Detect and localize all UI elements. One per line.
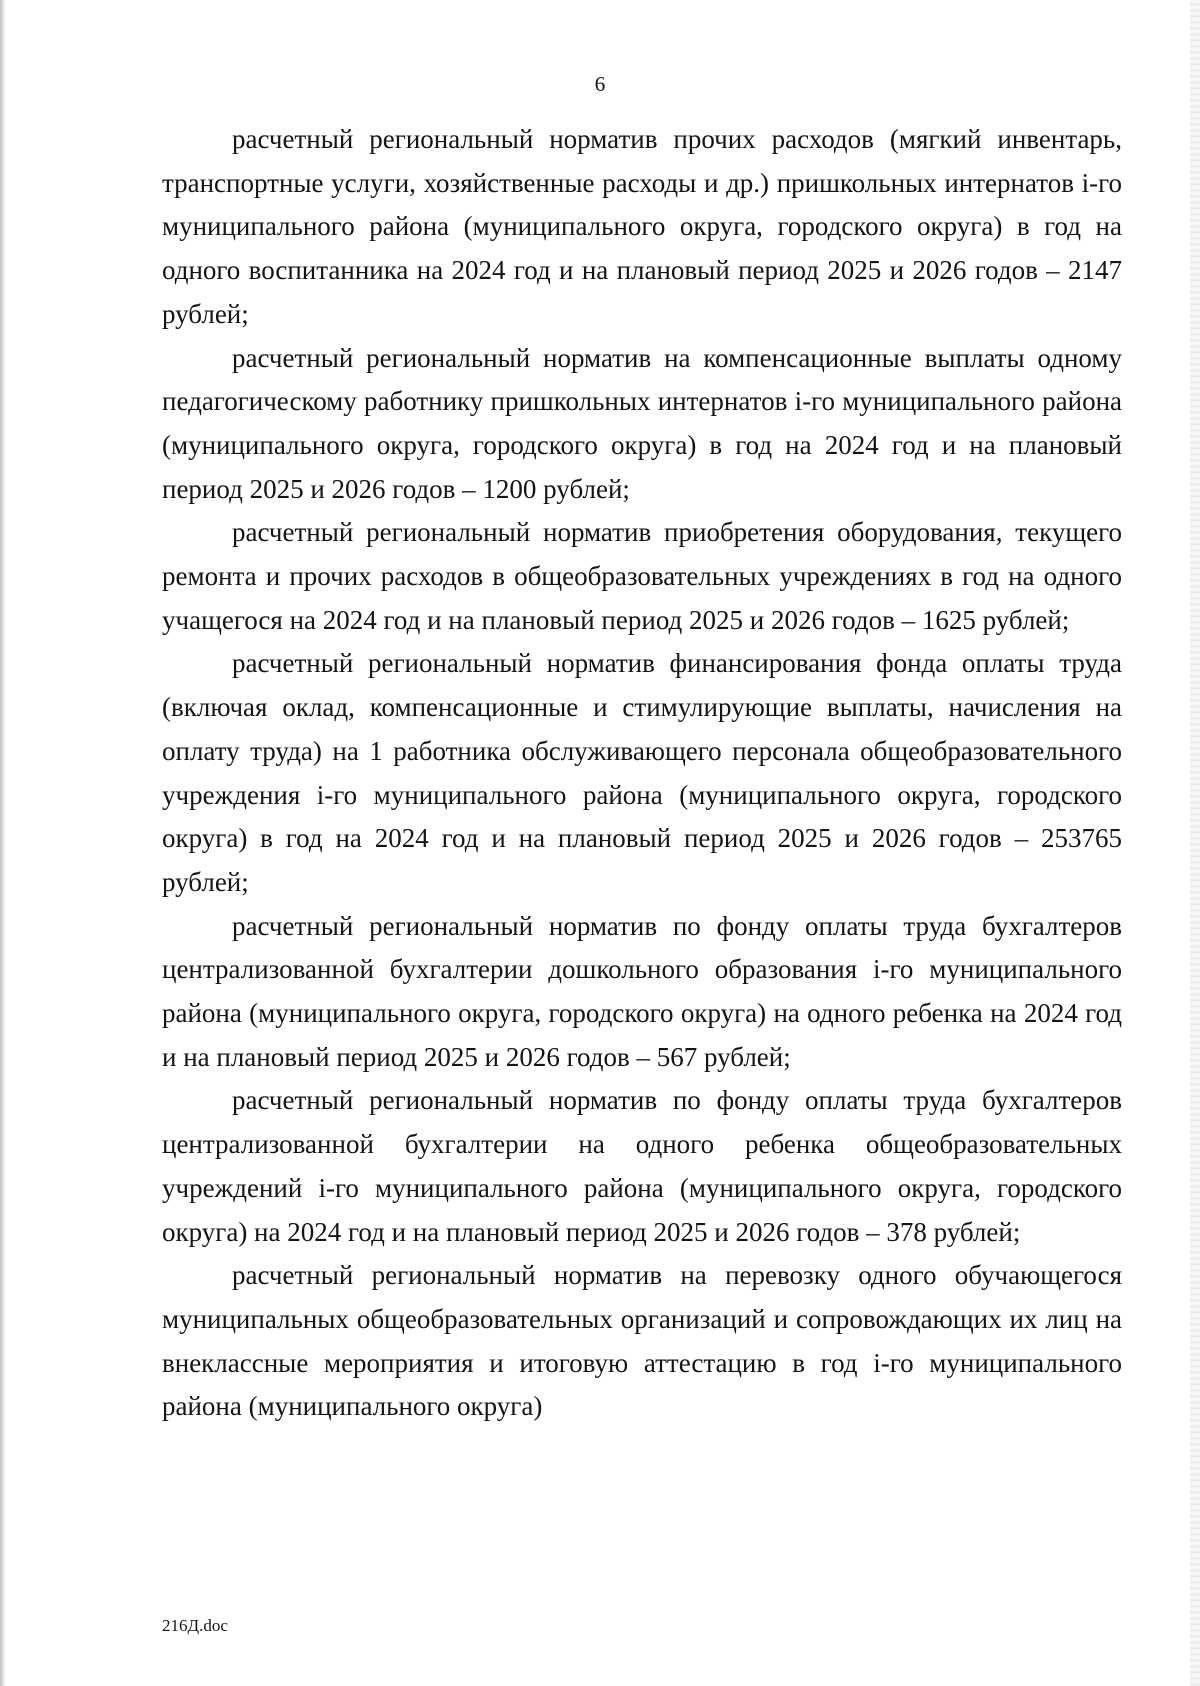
scan-edge-right <box>1190 0 1200 1686</box>
file-name-label: 216Д.doc <box>162 1616 228 1635</box>
paragraph-service-staff-payroll: расчетный региональный норматив финансирования фонда оплаты труда (включая оклад, компенсационные и стимулирующие выплаты, начисления на оплату труда) на 1 работника обслуживающего персонала общеобразовательного учреждения i-го муниципального района (муниципального округа, городского округа) в год на 2024 год и на плановый период 2025 и 2026 годов – 253765 рублей; <box>162 648 1122 897</box>
paragraph-compensation-payments: расчетный региональный норматив на компенсационные выплаты одному педагогическому работнику пришкольных интернатов i-го муниципального района (муниципального округа, городского округа) в год на 2024 год и на плановый период 2025 и 2026 годов – 1200 рублей; <box>162 342 1122 504</box>
page-number: 6 <box>594 72 606 96</box>
paragraph-school-accountants: расчетный региональный норматив по фонду оплаты труда бухгалтеров централизованной бухгалтерии на одного ребенка общеобразовательных учреждений i-го муниципального района (муниципального округа, городского округа) на 2024 год и на плановый период 2025 и 2026 годов – 378 рублей; <box>162 1085 1122 1247</box>
document-body <box>162 118 1122 1429</box>
paragraph-equipment-repair: расчетный региональный норматив приобретения оборудования, текущего ремонта и прочих расходов в общеобразовательных учреждениях в год на одного учащегося на 2024 год и на плановый период 2025 и 2026 годов – 1625 рублей; <box>162 517 1122 635</box>
scan-edge-left <box>0 0 6 1686</box>
paragraph-inventory-expenses: расчетный региональный норматив прочих расходов (мягкий инвентарь, транспортные услуги, хозяйственные расходы и др.) пришкольных интернатов i-го муниципального района (муниципального округа, городского округа) в год на одного воспитанника на 2024 год и на плановый период 2025 и 2026 годов – 2147 рублей; <box>162 124 1122 329</box>
paragraph-preschool-accountants: расчетный региональный норматив по фонду оплаты труда бухгалтеров централизованной бухгалтерии дошкольного образования i-го муниципального района (муниципального округа, городского округа) на одного ребенка на 2024 год и на плановый период 2025 и 2026 годов – 567 рублей; <box>162 910 1122 1072</box>
paragraph-student-transport: расчетный региональный норматив на перевозку одного обучающегося муниципальных общеобразовательных организаций и сопровождающих их лиц на внеклассные мероприятия и итоговую аттестацию в год i-го муниципального района (муниципального округа) <box>162 1260 1122 1422</box>
